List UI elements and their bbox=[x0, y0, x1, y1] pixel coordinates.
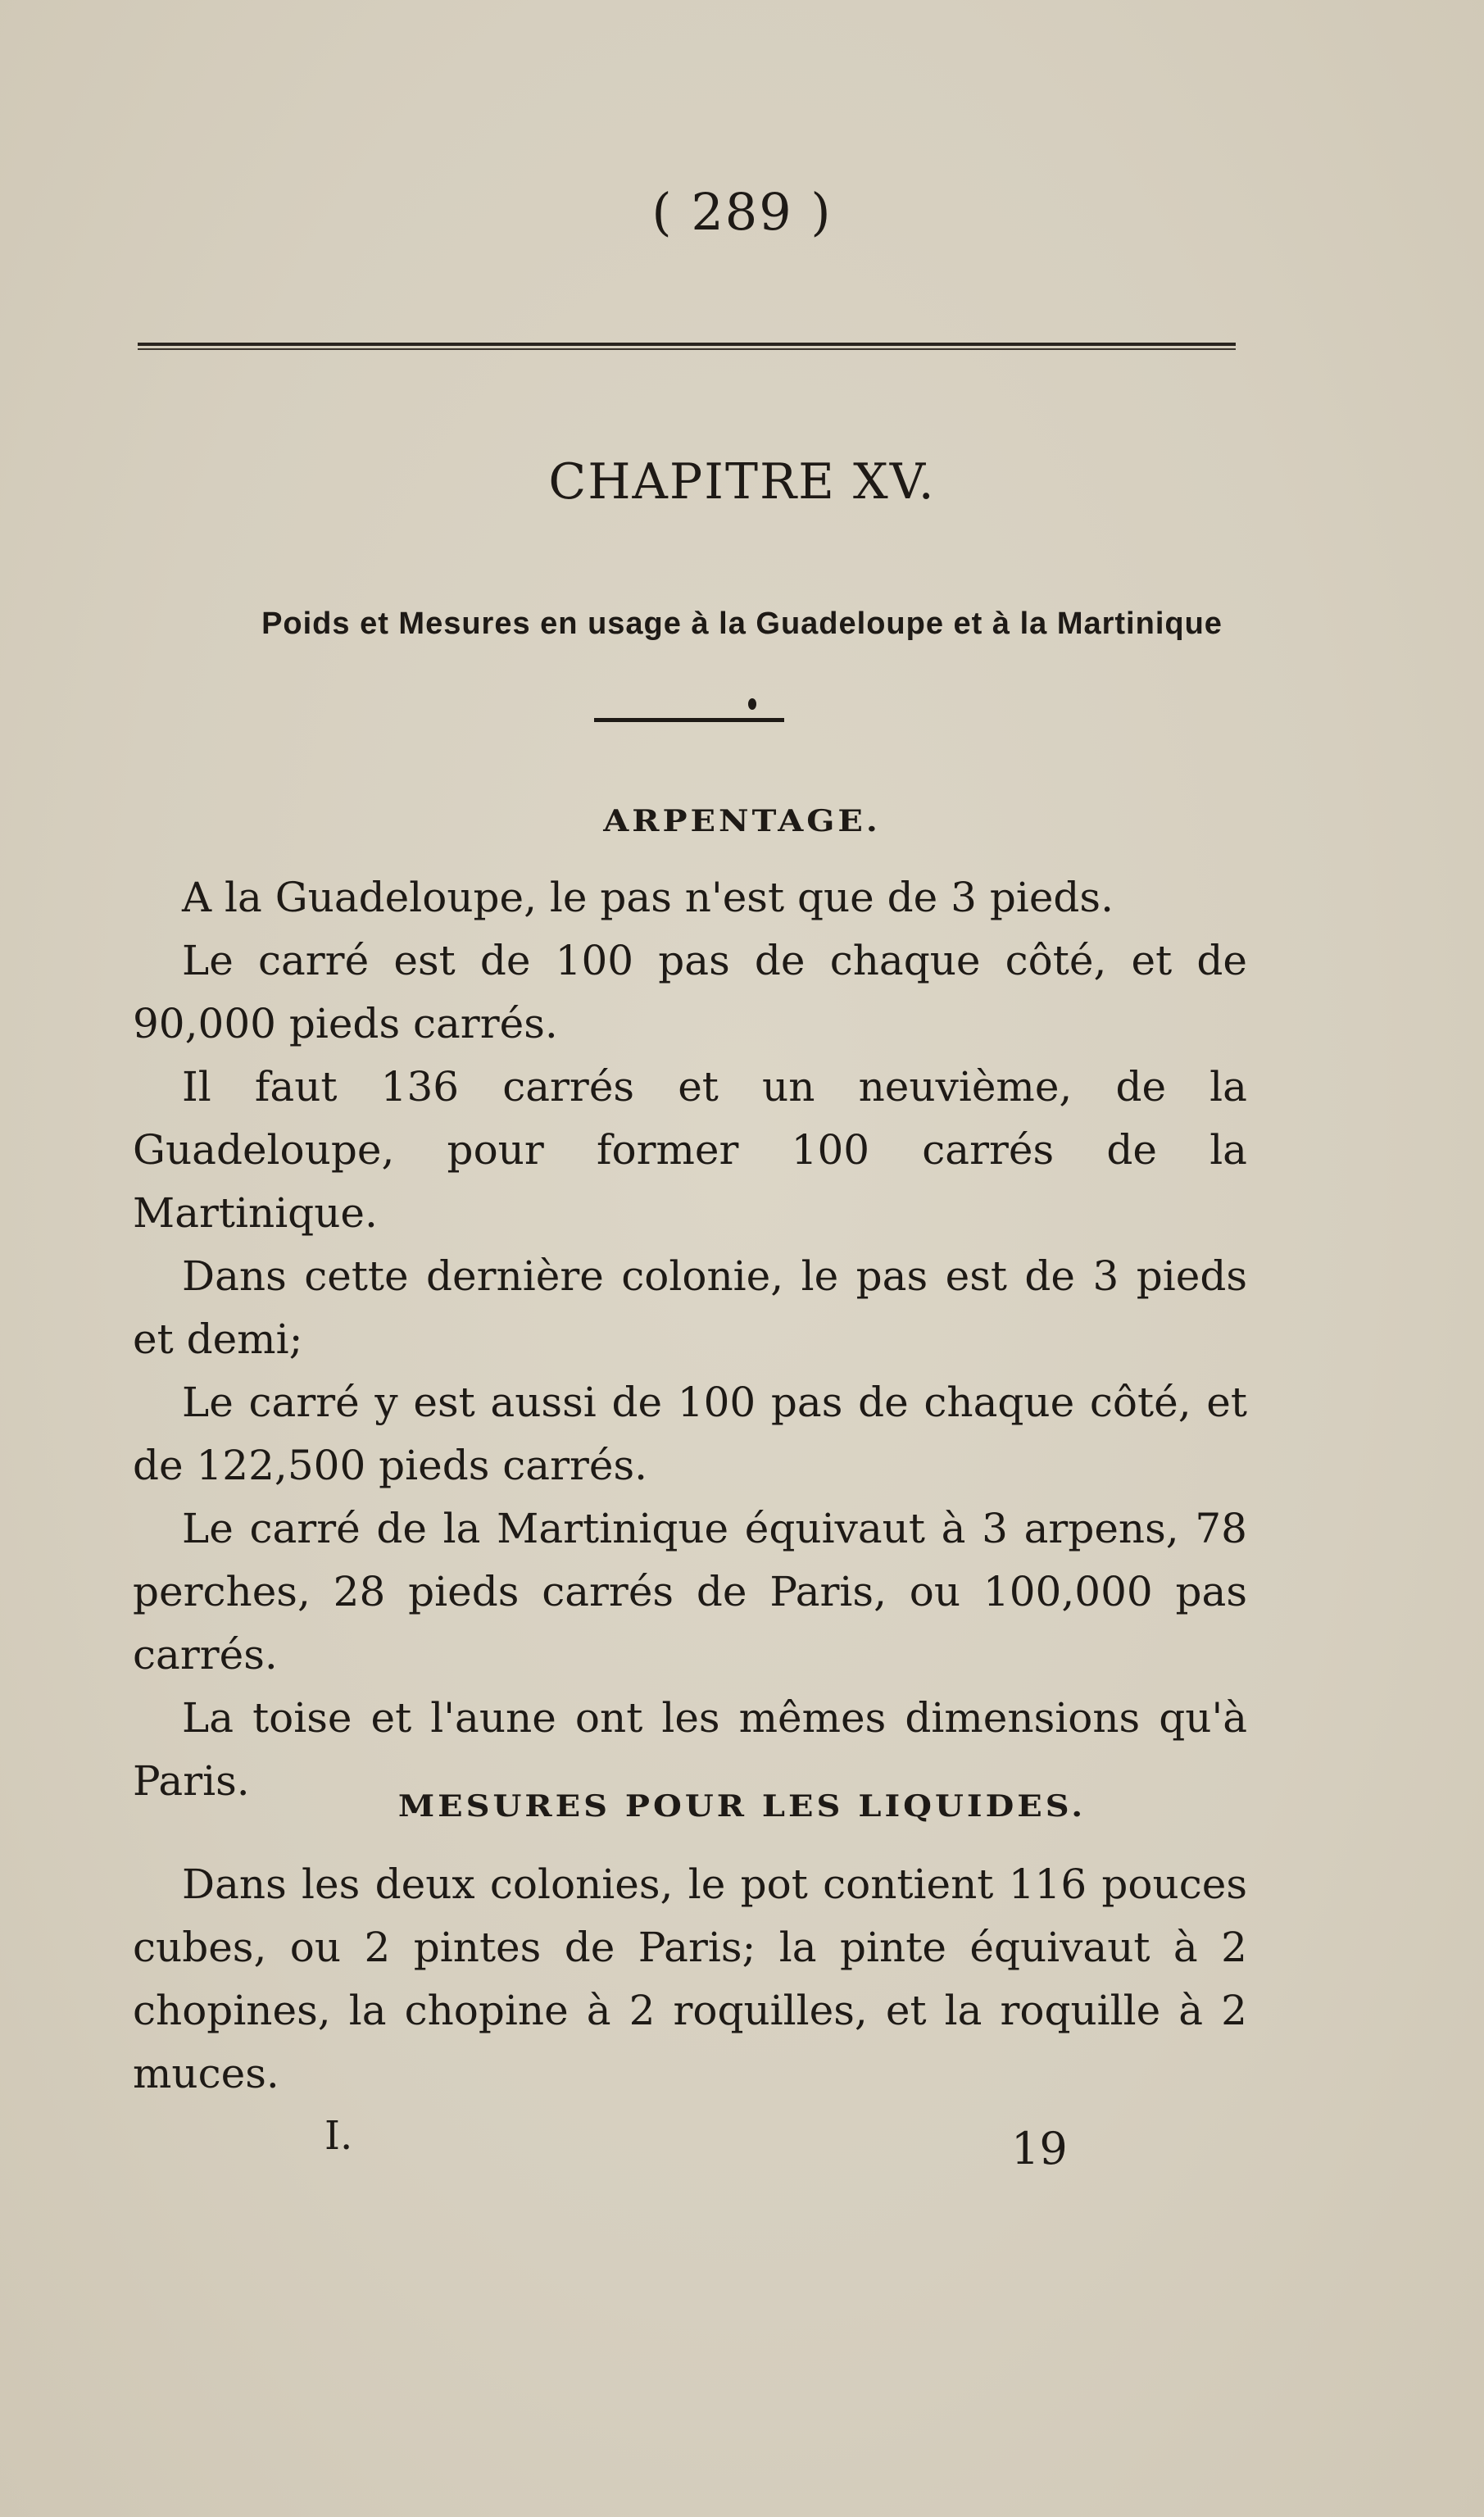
page-number: ( 289 ) bbox=[651, 182, 833, 242]
paragraph: Le carré de la Martinique équivaut à 3 arpens, 78 perches, 28 pieds carrés de Paris, ou 100,000 pas carrés. bbox=[133, 1505, 1247, 1679]
paragraph: A la Guadeloupe, le pas n'est que de 3 pieds. bbox=[182, 874, 1114, 921]
folio-number: 19 bbox=[1011, 2123, 1068, 2174]
paragraph: Le carré y est aussi de 100 pas de chaque côté, et de 122,500 pieds carrés. bbox=[133, 1379, 1247, 1489]
ornament-rule bbox=[594, 718, 784, 722]
paragraph: Le carré est de 100 pas de chaque côté, et de 90,000 pieds carrés. bbox=[133, 937, 1247, 1047]
paragraph: Il faut 136 carrés et un neuvième, de la Guadeloupe, pour former 100 carrés de la Martinique. bbox=[133, 1063, 1247, 1237]
paragraph: Dans cette dernière colonie, le pas est de 3 pieds et demi; bbox=[133, 1252, 1247, 1363]
paragraph: La toise et l'aune ont les mêmes dimensions qu'à Paris. bbox=[133, 1694, 1247, 1805]
section-heading-liquides: MESURES POUR LES LIQUIDES. bbox=[397, 1788, 1087, 1824]
chapter-subtitle: Poids et Mesures en usage à la Guadeloupe et à la Martinique bbox=[261, 607, 1223, 641]
header-rule bbox=[138, 343, 1236, 350]
section-body-arpentage bbox=[133, 866, 1247, 1813]
section-body-liquides bbox=[133, 1853, 1247, 2106]
chapter-title: CHAPITRE XV. bbox=[548, 453, 936, 511]
paragraph: Dans les deux colonies, le pot contient 116 pouces cubes, ou 2 pintes de Paris; la pinte équivaut à 2 chopines, la chopine à 2 roquilles, et la roquille à 2 muces. bbox=[133, 1860, 1247, 2097]
signature-mark: I. bbox=[324, 2113, 353, 2159]
ornament-dot bbox=[748, 698, 756, 710]
section-heading-arpentage: ARPENTAGE. bbox=[603, 802, 881, 839]
